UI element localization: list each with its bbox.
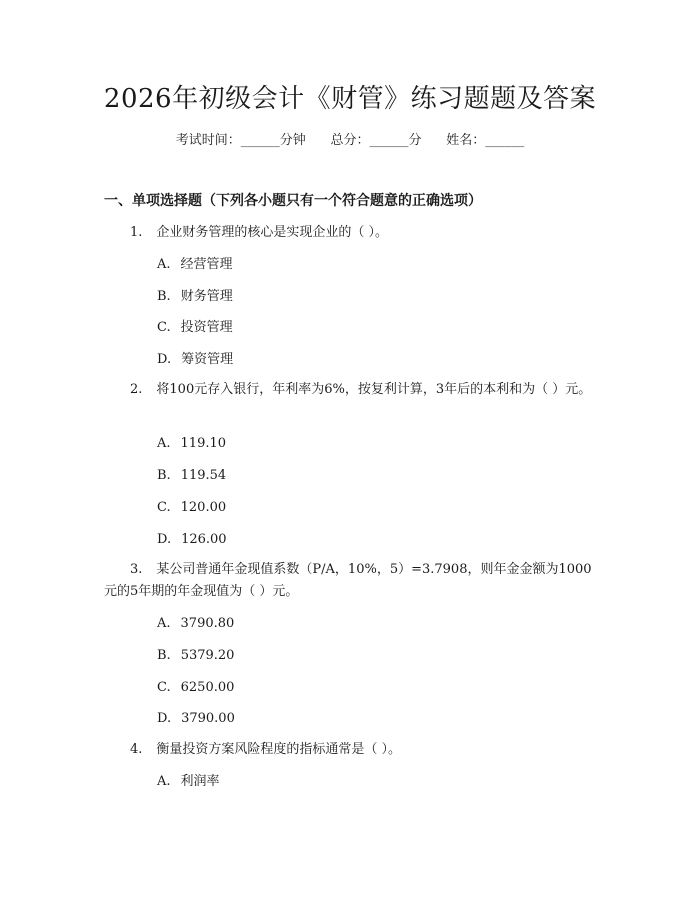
question-3 [104,559,600,603]
option-4-a [157,772,220,792]
option-2-a [157,434,226,454]
exam-info-line: 考试时间：______分钟 总分：______分 姓名：______ [175,133,525,148]
option-text: 5379.20 [180,648,235,663]
option-letter: B. [157,468,171,483]
question-text: 某公司普通年金现值系数（P/A，10%，5）=3.7908，则年金金额为1000元的5年期的年金现值为（ ）元。 [104,562,592,599]
question-number: 2. [130,382,143,397]
option-text: 120.00 [180,500,227,515]
option-letter: D. [157,352,172,367]
question-text: 将100元存入银行，年利率为6%，按复利计算，3年后的本利和为（ ）元。 [156,382,592,397]
option-letter: C. [157,500,171,515]
option-letter: B. [157,648,171,663]
option-letter: A. [157,774,171,789]
question-number: 3. [130,562,143,577]
option-letter: B. [157,289,171,304]
option-letter: A. [157,436,171,451]
option-letter: A. [157,257,171,272]
option-text: 119.54 [180,468,227,483]
option-letter: C. [157,680,171,695]
option-2-c [157,498,226,518]
option-text: 财务管理 [180,289,233,304]
option-letter: D. [157,711,172,726]
option-3-c [157,678,234,698]
option-3-d [157,709,235,729]
option-text: 3790.00 [181,711,235,726]
question-text: 衡量投资方案风险程度的指标通常是（ ）。 [156,742,402,757]
question-1 [104,222,600,244]
option-text: 经营管理 [180,257,233,272]
option-1-a [157,255,233,275]
option-1-d [157,350,233,370]
option-text: 筹资管理 [181,352,234,367]
section-heading: 一、单项选择题（下列各小题只有一个符合题意的正确选项） [104,193,482,209]
option-text: 119.10 [180,436,227,451]
option-text: 利润率 [180,774,220,789]
question-number: 1. [130,225,143,240]
option-3-b [157,646,234,666]
option-letter: D. [157,532,172,547]
option-text: 3790.80 [180,616,235,631]
option-letter: C. [157,320,171,335]
question-2 [104,379,600,401]
option-text: 投资管理 [180,320,233,335]
question-4 [104,739,600,761]
option-text: 126.00 [181,532,227,547]
page-title: 2026年初级会计《财管》练习题题及答案 [103,84,597,114]
option-letter: A. [157,616,171,631]
option-2-b [157,466,226,486]
option-2-d [157,530,227,550]
option-1-b [157,287,233,307]
option-text: 6250.00 [180,680,235,695]
option-3-a [157,614,234,634]
question-text: 企业财务管理的核心是实现企业的（ ）。 [156,225,389,240]
question-number: 4. [130,742,143,757]
option-1-c [157,318,233,338]
